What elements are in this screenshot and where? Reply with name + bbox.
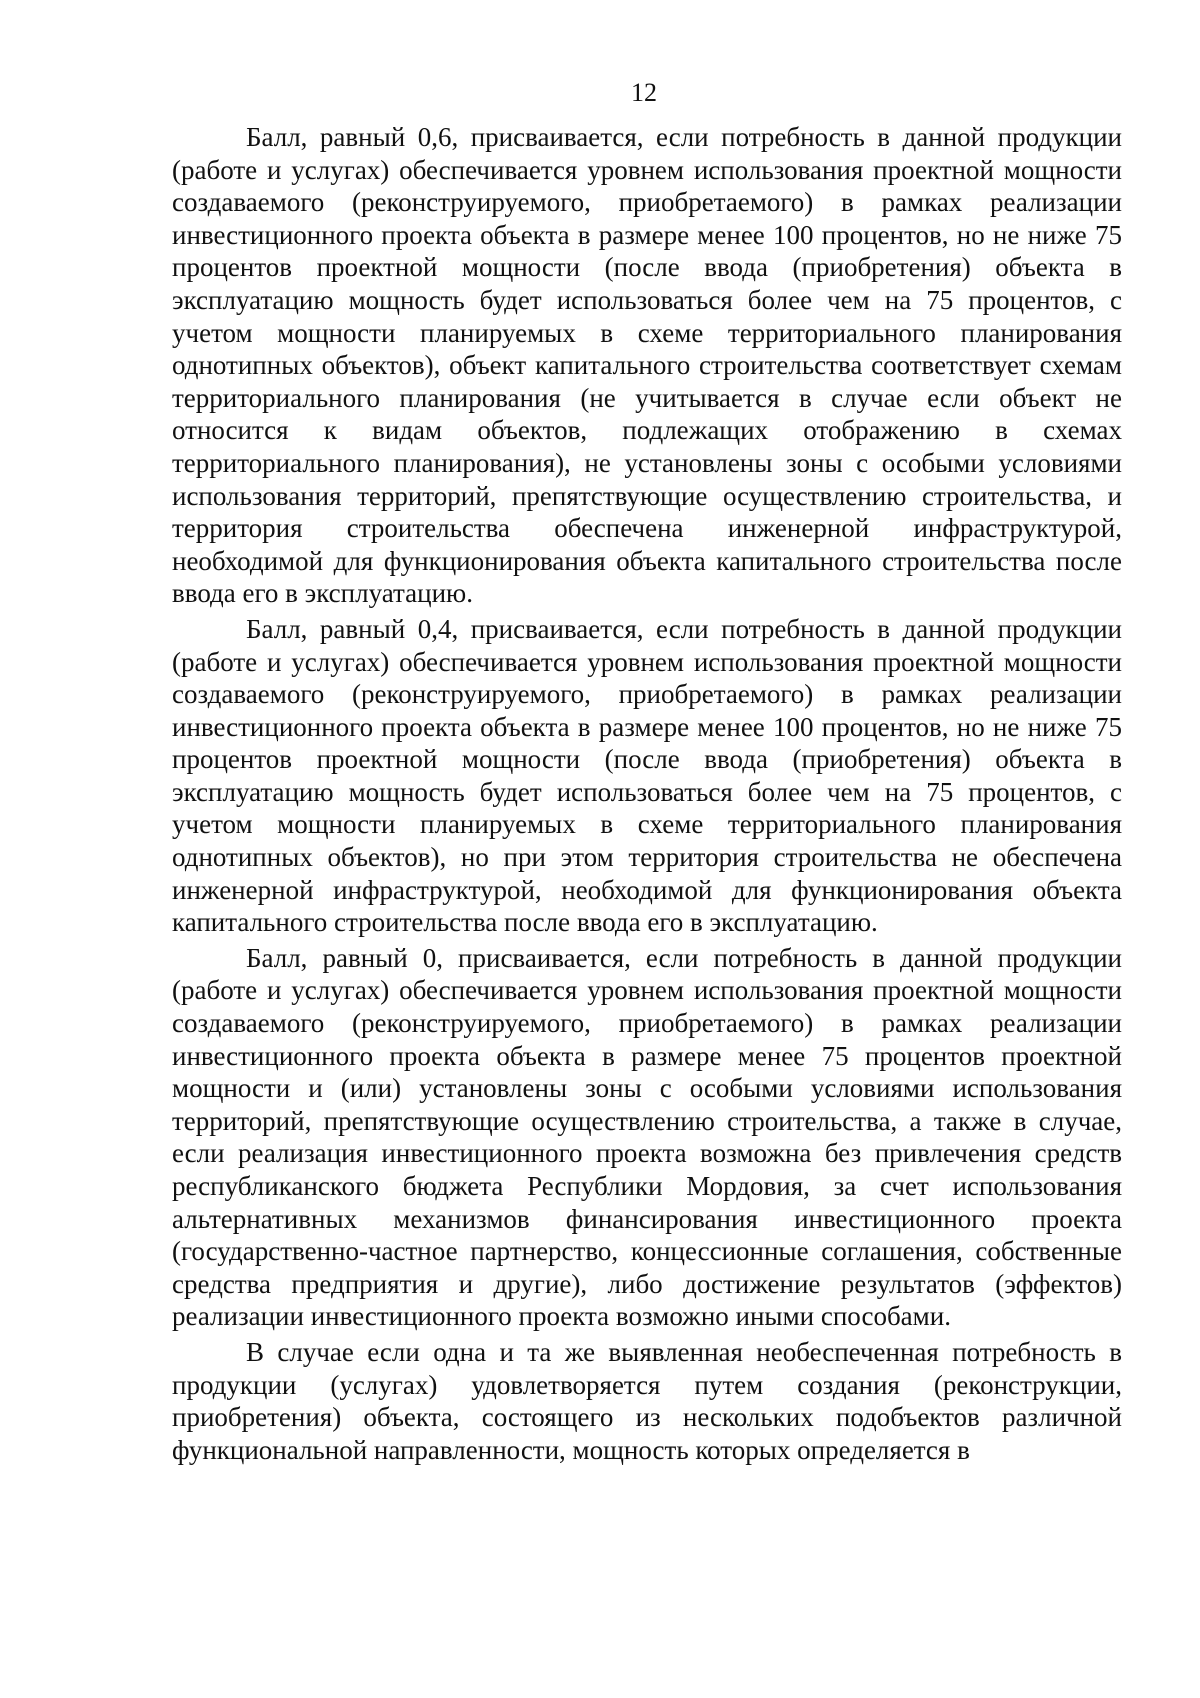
- paragraph-multi-subobject: В случае если одна и та же выявленная необеспеченная потребность в продукции (услугах) удовлетворяется путем создания (реконструкции, приобретения) объекта, состоящего из нескольких подобъектов различной функциональной направленности, мощность которых определяется в: [172, 1336, 1122, 1465]
- document-body: [172, 121, 1122, 1466]
- paragraph-score-0: Балл, равный 0, присваивается, если потребность в данной продукции (работе и услугах) обеспечивается уровнем использования проектной мощности создаваемого (реконструируемого, приобретаемого) в рамках реализации инвестиционного проекта объекта в размере менее 75 процентов проектной мощности и (или) установлены зоны с особыми условиями использования территорий, препятствующие осуществлению строительства, а также в случае, если реализация инвестиционного проекта возможна без привлечения средств республиканского бюджета Республики Мордовия, за счет использования альтернативных механизмов финансирования инвестиционного проекта (государственно-частное партнерство, концессионные соглашения, собственные средства предприятия и другие), либо достижение результатов (эффектов) реализации инвестиционного проекта возможно иными способами.: [172, 942, 1122, 1332]
- page-number: 12: [631, 78, 657, 107]
- paragraph-score-0-6: Балл, равный 0,6, присваивается, если потребность в данной продукции (работе и услугах) обеспечивается уровнем использования проектной мощности создаваемого (реконструируемого, приобретаемого) в рамках реализации инвестиционного проекта объекта в размере менее 100 процентов, но не ниже 75 процентов проектной мощности (после ввода (приобретения) объекта в эксплуатацию мощность будет использоваться более чем на 75 процентов, с учетом мощности планируемых в схеме территориального планирования однотипных объектов), объект капитального строительства соответствует схемам территориального планирования (не учитывается в случае если объект не относится к видам объектов, подлежащих отображению в схемах территориального планирования), не установлены зоны с особыми условиями использования территорий, препятствующие осуществлению строительства, и территория строительства обеспечена инженерной инфраструктурой, необходимой для функционирования объекта капитального строительства после ввода его в эксплуатацию.: [172, 122, 1122, 609]
- paragraph-score-0-4: Балл, равный 0,4, присваивается, если потребность в данной продукции (работе и услугах) обеспечивается уровнем использования проектной мощности создаваемого (реконструируемого, приобретаемого) в рамках реализации инвестиционного проекта объекта в размере менее 100 процентов, но не ниже 75 процентов проектной мощности (после ввода (приобретения) объекта в эксплуатацию мощность будет использоваться более чем на 75 процентов, с учетом мощности планируемых в схеме территориального планирования однотипных объектов), но при этом территория строительства не обеспечена инженерной инфраструктурой, необходимой для функционирования объекта капитального строительства после ввода его в эксплуатацию.: [172, 613, 1122, 938]
